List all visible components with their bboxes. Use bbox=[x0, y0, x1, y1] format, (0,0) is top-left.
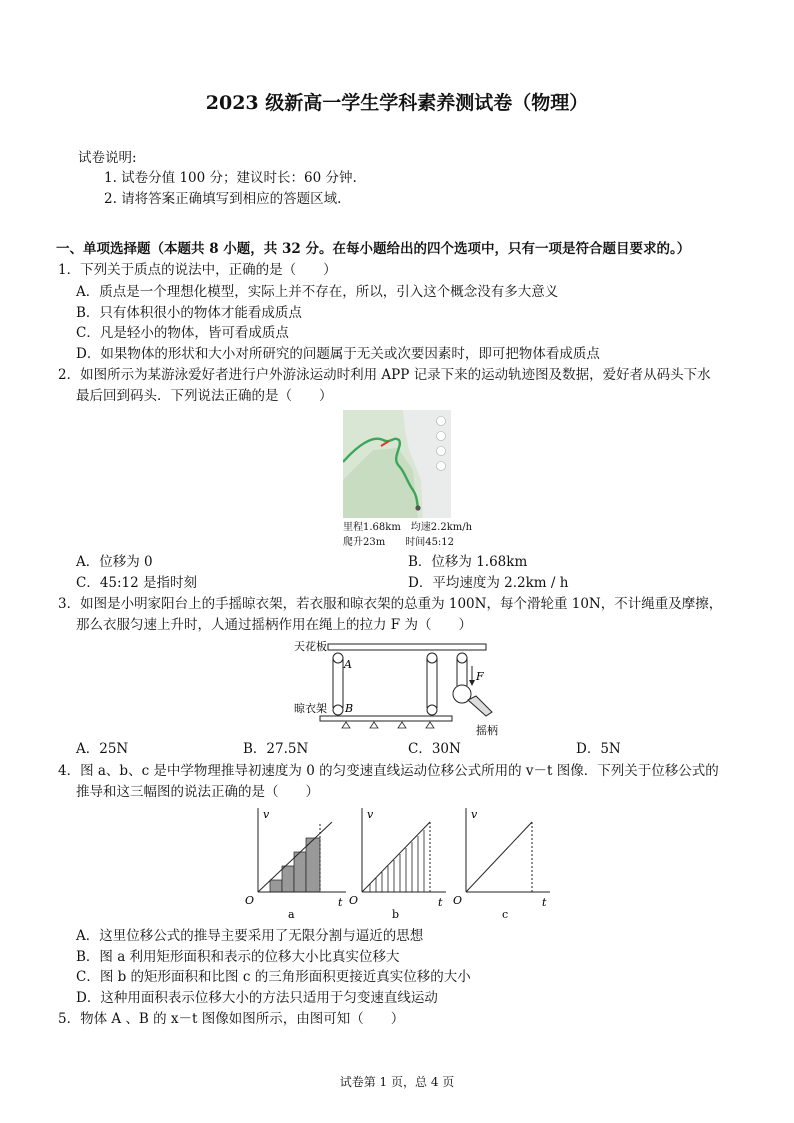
graph-b bbox=[349, 808, 446, 921]
question-1-stem: 1．下列关于质点的说法中，正确的是（ ） bbox=[58, 262, 337, 278]
question-2-option-b: B．位移为 1.68km bbox=[408, 554, 528, 570]
force-arrow-head bbox=[469, 680, 475, 686]
instructions-heading: 试卷说明: bbox=[78, 150, 137, 166]
svg-text:O: O bbox=[245, 894, 255, 907]
question-3-stem-line-2: 那么衣服匀速上升时，人通过摇柄作用在绳上的拉力 F 为（ ） bbox=[76, 617, 472, 633]
svg-text:t: t bbox=[542, 896, 547, 909]
question-4-option-d: D．这种用面积表示位移大小的方法只适用于匀变速直线运动 bbox=[76, 990, 438, 1006]
instruction-item-1: 1. 试卷分值 100 分；建议时长：60 分钟. bbox=[104, 170, 357, 186]
question-3-option-b: B．27.5N bbox=[243, 741, 309, 757]
question-1-option-b: B．只有体积很小的物体才能看成质点 bbox=[76, 305, 302, 321]
question-1-option-c: C．凡是轻小的物体，皆可看成质点 bbox=[76, 325, 289, 341]
svg-text:c: c bbox=[502, 908, 509, 921]
question-2-stem-line-2: 最后回到码头．下列说法正确的是（ ） bbox=[76, 388, 333, 404]
question-1-option-d: D．如果物体的形状和大小对所研究的问题属于无关或次要因素时，即可把物体看成质点 bbox=[76, 346, 600, 362]
svg-text:O: O bbox=[453, 894, 463, 907]
graph-a bbox=[245, 808, 346, 921]
kilometer-icon bbox=[437, 447, 446, 456]
question-3-option-a: A．25N bbox=[76, 741, 129, 757]
ceiling-beam bbox=[328, 644, 486, 650]
handle-label: 摇柄 bbox=[476, 724, 498, 737]
svg-text:v: v bbox=[471, 808, 478, 821]
question-2-option-c: C．45:12 是指时刻 bbox=[76, 575, 198, 591]
instruction-item-2: 2. 请将答案正确填写到相应的答题区域. bbox=[104, 191, 342, 207]
map-icon bbox=[437, 432, 446, 441]
graph-c bbox=[453, 808, 550, 921]
question-4-option-b: B．图 a 利用矩形面积和表示的位移大小比真实位移大 bbox=[76, 949, 400, 965]
pulley-top-left bbox=[333, 653, 343, 663]
svg-text:t: t bbox=[338, 896, 343, 909]
pulley-top-right bbox=[457, 653, 467, 663]
question-5-stem: 5．物体 A 、B 的 x－t 图像如图所示，由图可知（ ） bbox=[58, 1011, 405, 1027]
question-3-stem-line-1: 3．如图是小明家阳台上的手摇晾衣架，若衣服和晾衣架的总重为 100N，每个滑轮重 10N，不计绳重及摩擦， bbox=[58, 596, 723, 612]
svg-text:b: b bbox=[392, 908, 400, 921]
label-f: F bbox=[476, 670, 484, 683]
hangers bbox=[342, 722, 434, 728]
label-b: B bbox=[345, 702, 354, 715]
map-caption-line-1: 里程1.68km 均速2.2km/h bbox=[343, 522, 473, 533]
svg-text:t: t bbox=[438, 896, 443, 909]
svg-text:v: v bbox=[263, 808, 270, 821]
question-3-option-d: D．5N bbox=[576, 741, 621, 757]
map-caption-line-2: 爬升23m 时间45:12 bbox=[343, 537, 455, 548]
svg-text:v: v bbox=[367, 808, 374, 821]
question-4-stem-line-1: 4．图 a、b、c 是中学物理推导初速度为 0 的匀变速直线运动位移公式所用的 v－t 图像．下列关于位移公式的 bbox=[58, 763, 719, 779]
question-4-option-a: A．这里位移公式的推导主要采用了无限分割与逼近的思想 bbox=[76, 928, 424, 944]
label-a: A bbox=[344, 658, 352, 671]
page-footer: 试卷第 1 页，总 4 页 bbox=[339, 1075, 455, 1089]
question-4-stem-line-2: 推导和这三幅图的说法正确的是（ ） bbox=[76, 784, 319, 800]
dock-point bbox=[415, 505, 420, 510]
crank-handle bbox=[468, 696, 492, 716]
question-1-option-a: A．质点是一个理想化模型，实际上并不存在，所以，引入这个概念没有多大意义 bbox=[76, 284, 559, 300]
rack-label: 晾衣架 bbox=[294, 702, 327, 715]
rack-bar bbox=[320, 716, 452, 721]
graph-c-line bbox=[466, 822, 532, 892]
swim-track-map bbox=[343, 410, 451, 518]
layers-icon bbox=[437, 462, 446, 471]
question-3-option-c: C．30N bbox=[408, 741, 461, 757]
vt-graphs-figure bbox=[240, 804, 560, 926]
question-2-option-d: D．平均速度为 2.2km / h bbox=[408, 575, 569, 591]
question-2-stem-line-1: 2．如图所示为某游泳爱好者进行户外游泳运动时利用 APP 记录下来的运动轨迹图及数据，爱好者从码头下水 bbox=[58, 367, 711, 383]
svg-text:O: O bbox=[349, 894, 359, 907]
section-heading: 一、单项选择题（本题共 8 小题，共 32 分。在每小题给出的四个选项中，只有一项是符合题目要求的。） bbox=[56, 241, 691, 257]
question-4-option-c: C．图 b 的矩形面积和比图 c 的三角形面积更接近真实位移的大小 bbox=[76, 969, 471, 985]
pulley-bottom-left bbox=[333, 705, 343, 715]
locate-icon bbox=[437, 417, 446, 426]
pulley-top-middle bbox=[427, 653, 437, 663]
clothes-rack-figure bbox=[290, 636, 510, 740]
ceiling-label: 天花板 bbox=[294, 640, 327, 653]
question-2-option-a: A．位移为 0 bbox=[76, 554, 153, 570]
pulley-bottom-right bbox=[427, 705, 437, 715]
page-title: 2023 级新高一学生学科素养测试卷（物理） bbox=[205, 92, 589, 114]
graph-b-line bbox=[362, 822, 430, 892]
svg-text:a: a bbox=[288, 908, 295, 921]
